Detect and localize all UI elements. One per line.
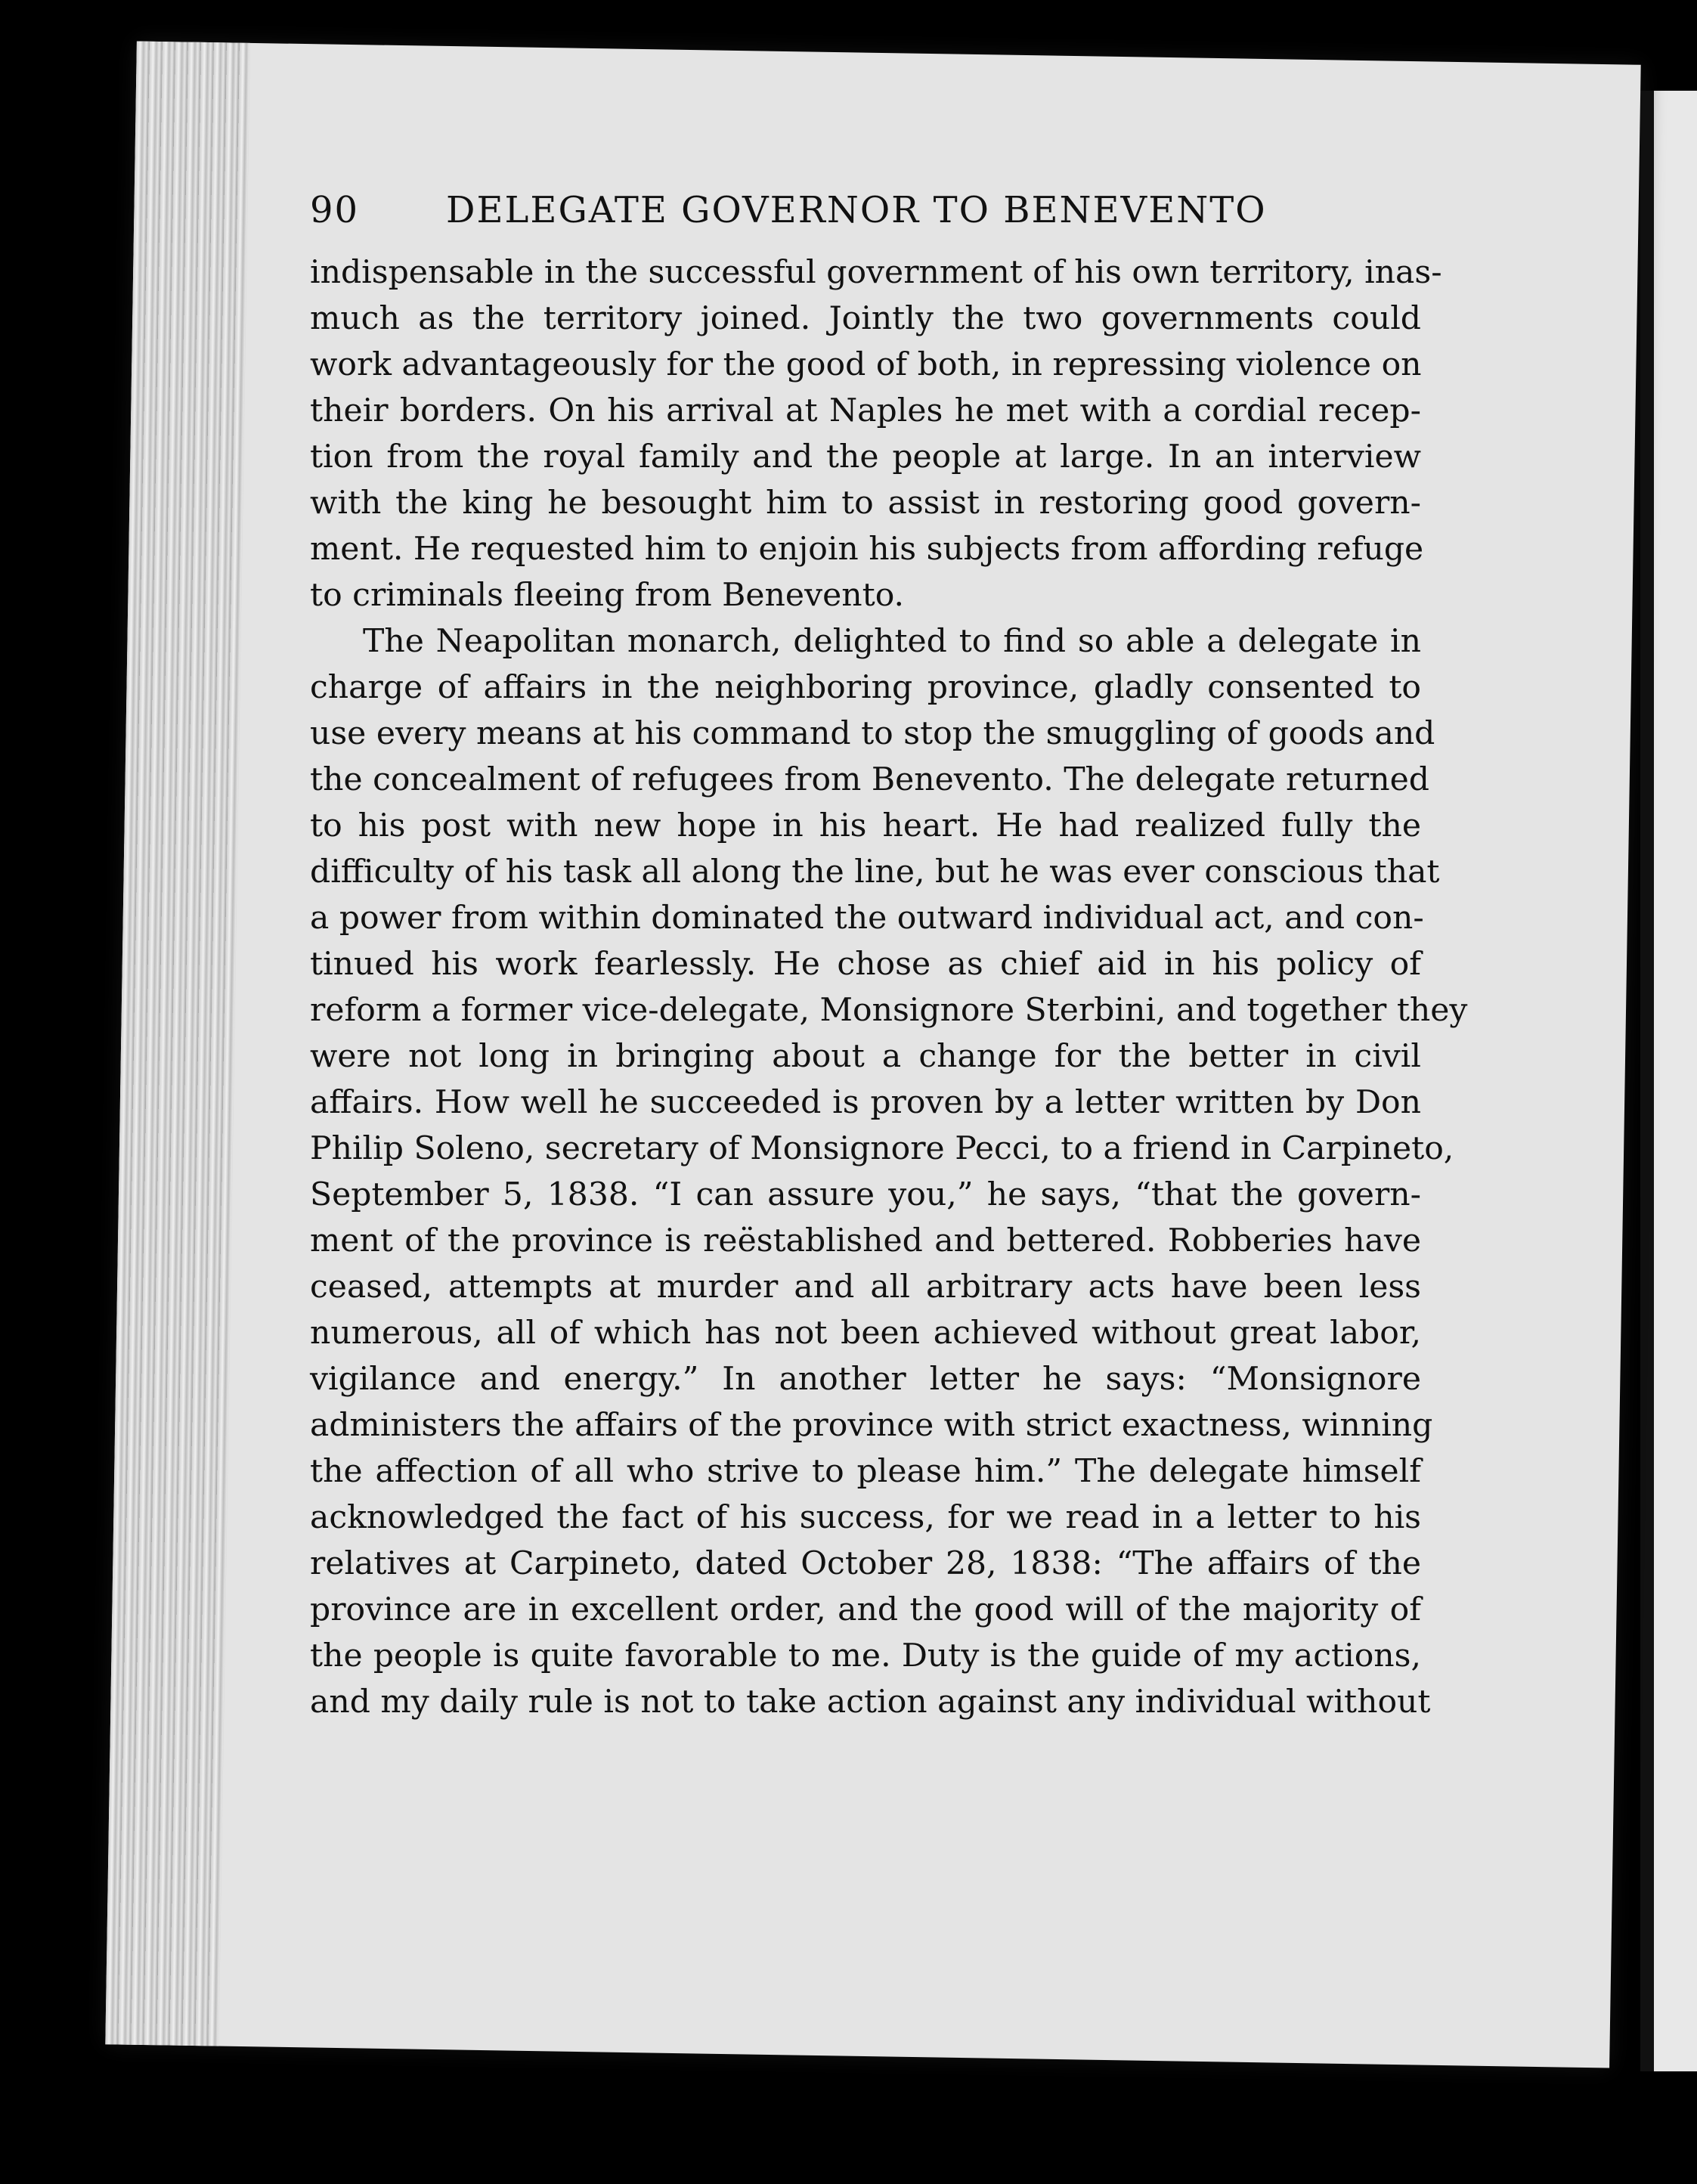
text-line: ment. He requested him to enjoin his subjects from affording refuge <box>310 531 1424 568</box>
text-line: the concealment of refugees from Benevento. The delegate returned <box>310 761 1429 798</box>
text-line: tinued his work fearlessly. He chose as chief aid in his policy of <box>310 946 1421 983</box>
text-line: tion from the royal family and the people at large. In an interview <box>310 438 1421 476</box>
page-number: 90 <box>310 189 360 231</box>
text-line: administers the affairs of the province with strict exactness, winning <box>310 1407 1433 1444</box>
text-line: the people is quite favorable to me. Duty is the guide of my actions, <box>310 1637 1421 1674</box>
facing-page-edge <box>1640 91 1697 2071</box>
text-line: charge of affairs in the neighboring province, gladly consented to <box>310 669 1421 706</box>
text-line: The Neapolitan monarch, delighted to find so able a delegate in <box>363 623 1421 660</box>
text-line: ceased, attempts at murder and all arbitrary acts have been less <box>310 1269 1421 1306</box>
text-line: much as the territory joined. Jointly the two governments could <box>310 300 1421 337</box>
text-line: acknowledged the fact of his success, for we read in a letter to his <box>310 1499 1421 1536</box>
text-line: the affection of all who strive to please him.” The delegate himself <box>310 1453 1421 1490</box>
text-line: affairs. How well he succeeded is proven by a letter written by Don <box>310 1084 1421 1121</box>
text-line: relatives at Carpineto, dated October 28, 1838: “The affairs of the <box>310 1545 1421 1582</box>
text-line: a power from within dominated the outward individual act, and con- <box>310 900 1424 937</box>
text-line: indispensable in the successful government of his own territory, inas- <box>310 254 1442 291</box>
text-line: ment of the province is reëstablished and bettered. Robberies have <box>310 1222 1421 1259</box>
text-line: to criminals fleeing from Benevento. <box>310 577 905 614</box>
paragraph <box>310 249 1442 618</box>
text-line: to his post with new hope in his heart. He had realized fully the <box>310 807 1421 844</box>
page-stack-edge <box>105 42 250 2046</box>
text-line: difficulty of his task all along the line, but he was ever conscious that <box>310 853 1440 891</box>
paragraph <box>310 618 1468 1725</box>
text-line: and my daily rule is not to take action against any individual without <box>310 1684 1431 1721</box>
text-line: vigilance and energy.” In another letter he says: “Monsignore <box>310 1361 1421 1398</box>
running-title: DELEGATE GOVERNOR TO BENEVENTO <box>446 189 1267 231</box>
text-line: use every means at his command to stop the smuggling of goods and <box>310 715 1435 752</box>
text-line: September 5, 1838. “I can assure you,” he says, “that the govern- <box>310 1176 1421 1213</box>
text-line: their borders. On his arrival at Naples he met with a cordial recep- <box>310 392 1421 429</box>
text-line: province are in excellent order, and the good will of the majority of <box>310 1591 1421 1628</box>
text-line: with the king he besought him to assist in restoring good govern- <box>310 485 1421 522</box>
text-line: work advantageously for the good of both, in repressing violence on <box>310 346 1422 383</box>
page-header <box>310 189 1421 249</box>
text-line: were not long in bringing about a change for the better in civil <box>310 1038 1421 1075</box>
body-text <box>310 249 1468 1725</box>
text-line: reform a former vice-delegate, Monsignore Sterbini, and together they <box>310 992 1468 1029</box>
text-line: Philip Soleno, secretary of Monsignore Pecci, to a friend in Carpineto, <box>310 1130 1454 1167</box>
text-line: numerous, all of which has not been achieved without great labor, <box>310 1315 1421 1352</box>
